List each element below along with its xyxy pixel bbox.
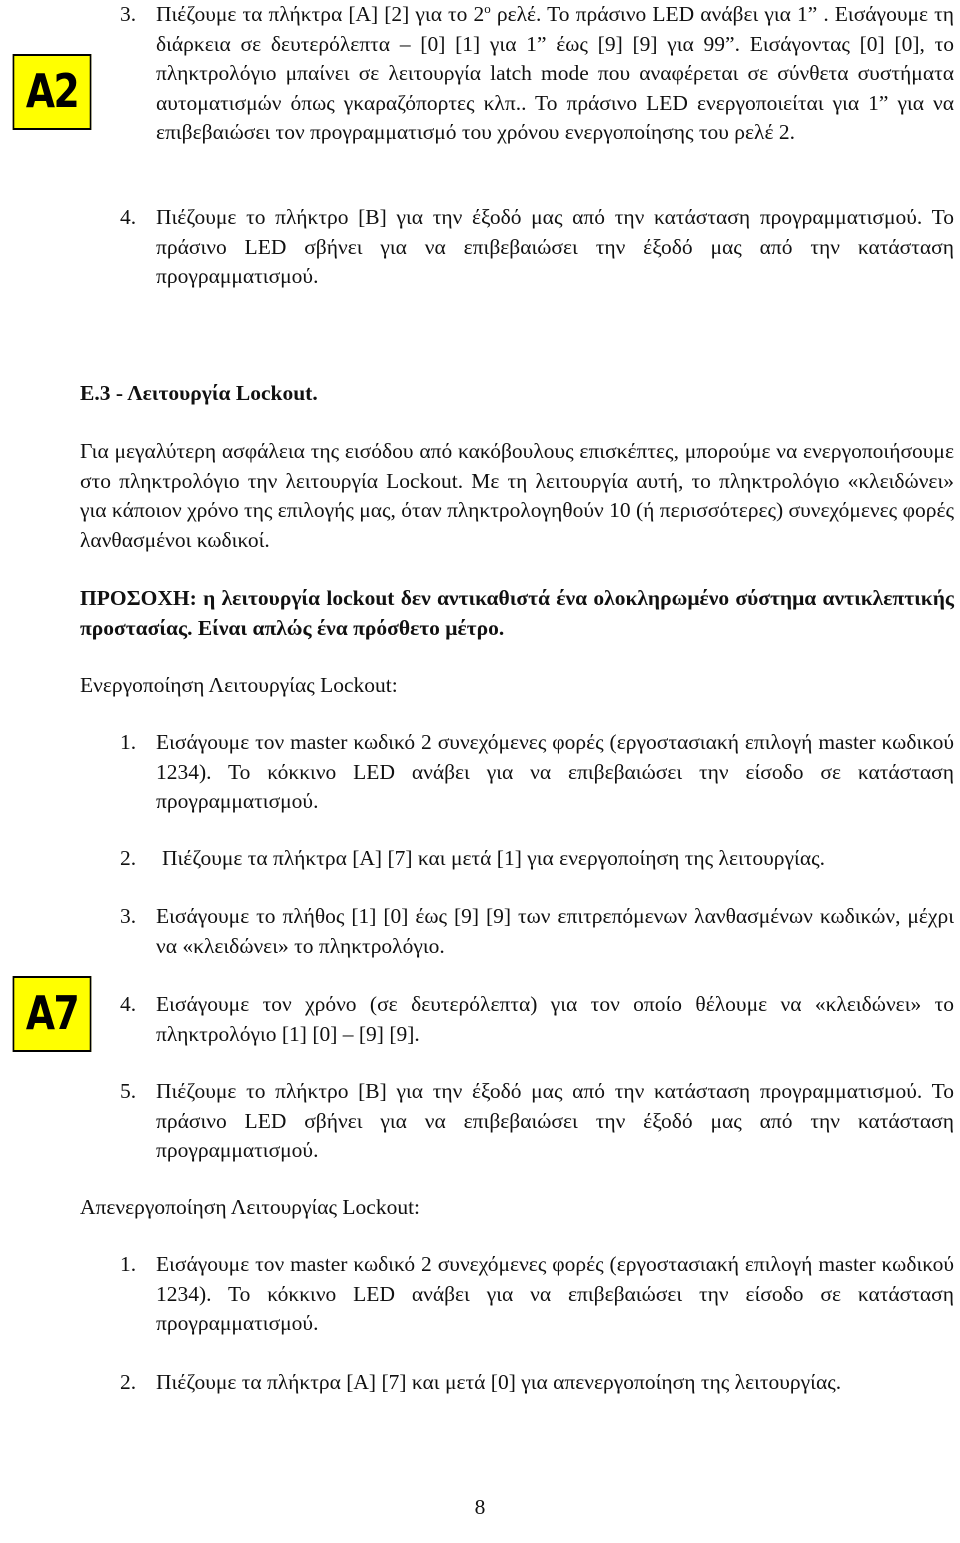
step-number: 2.	[120, 1370, 137, 1394]
step-number: 4.	[120, 205, 137, 229]
step-number: 5.	[120, 1079, 137, 1103]
deactivation-heading: Απενεργοποίηση Λειτουργίας Lockout:	[80, 1195, 421, 1219]
step-text: Πιέζουμε τα πλήκτρα [A] [7] και μετά [0] για απενεργοποίηση της λειτουργίας.	[156, 1370, 842, 1394]
activation-step-5	[120, 1077, 954, 1166]
page-number: 8	[474, 1495, 486, 1519]
deactivation-step-2	[120, 1368, 954, 1398]
step-text: Πιέζουμε το πλήκτρο [B] για την έξοδό μας από την κατάσταση προγραμματισμού. Το πράσινο LED σβήνει για να επιβεβαιώσει την έξοδό μας από την κατάσταση προγραμματισμού.	[156, 1079, 954, 1162]
activation-step-1	[120, 728, 954, 817]
top-step-4	[120, 203, 954, 292]
step-text: Πιέζουμε το πλήκτρο [B] για την έξοδό μας από την κατάσταση προγραμματισμού. Το πράσινο LED σβήνει για να επιβεβαιώσει την έξοδό μας από την κατάσταση προγραμματισμού.	[156, 205, 954, 288]
a7-badge: A7	[13, 976, 92, 1052]
activation-step-2	[120, 844, 954, 874]
intro-paragraph: Για μεγαλύτερη ασφάλεια της εισόδου από κακόβουλους επισκέπτες, μπορούμε να ενεργοποιήσουμε στο πληκτρολόγιο την λειτουργία Lockout. Με τη λειτουργία αυτή, το πληκτρολόγιο «κλειδώνει» για κάποιον χρόνο της επιλογής μας, όταν πληκτρολογηθούν 10 (ή περισσότερες) συνεχόμενες φορές λανθασμένοι κωδικοί.	[80, 439, 954, 552]
warning-paragraph: ΠΡΟΣΟΧΗ: η λειτουργία lockout δεν αντικαθιστά ένα ολοκληρωμένο σύστημα αντικλεπτικής προστασίας. Είναι απλώς ένα πρόσθετο μέτρο.	[80, 586, 954, 640]
step-text: Εισάγουμε τον master κωδικό 2 συνεχόμενες φορές (εργοστασιακή επιλογή master κωδικού 1234). Το κόκκινο LED ανάβει για να επιβεβαιώσει την είσοδο σε κατάσταση προγραμματισμού.	[156, 1252, 954, 1335]
a2-badge: A2	[13, 54, 92, 130]
top-step-3	[120, 0, 954, 148]
step-number: 4.	[120, 992, 137, 1016]
step-number: 1.	[120, 1252, 137, 1276]
step-text: Εισάγουμε το πλήθος [1] [0] έως [9] [9] των επιτρεπόμενων λανθασμένων κωδικών, μέχρι να «κλειδώνει» το πληκτρολόγιο.	[156, 904, 954, 958]
step-number: 3.	[120, 904, 137, 928]
step-number: 1.	[120, 730, 137, 754]
activation-heading: Ενεργοποίηση Λειτουργίας Lockout:	[80, 673, 398, 697]
section-heading: Ε.3 - Λειτουργία Lockout.	[80, 381, 318, 405]
step-number: 3.	[120, 2, 137, 26]
step-text: Εισάγουμε τον master κωδικό 2 συνεχόμενες φορές (εργοστασιακή επιλογή master κωδικού 1234). Το κόκκινο LED ανάβει για να επιβεβαιώσει την είσοδο σε κατάσταση προγραμματισμού.	[156, 730, 954, 813]
deactivation-step-1	[120, 1250, 954, 1339]
activation-step-4	[120, 990, 954, 1049]
step-text: Πιέζουμε τα πλήκτρα [A] [2] για το $2^o$ ρελέ. Το πράσινο LED ανάβει για 1” . Εισάγουμε τη διάρκεια σε δευτερόλεπτα – [0] [1] για 1” έως [9] [9] για 99”. Εισάγοντας [0] [0], το πληκτρολόγιο μπαίνει σε λειτουργία latch mode που αναφέρεται σε σύνθετα συστήματα αυτοματισμών όπως γκαραζόπορτες κλπ.. Το πράσινο LED ενεργοποιείται για 1” για να επιβεβαιώσει τον προγραμματισμό του χρόνου ενεργοποίησης του ρελέ 2.	[156, 0, 954, 144]
step-text: Πιέζουμε τα πλήκτρα [A] [7] και μετά [1] για ενεργοποίηση της λειτουργίας.	[162, 846, 825, 870]
step-text: Εισάγουμε τον χρόνο (σε δευτερόλεπτα) για τον οποίο θέλουμε να «κλειδώνει» το πληκτρολόγιο [1] [0] – [9] [9].	[156, 992, 954, 1046]
activation-step-3	[120, 902, 954, 961]
step-number: 2.	[120, 846, 137, 870]
